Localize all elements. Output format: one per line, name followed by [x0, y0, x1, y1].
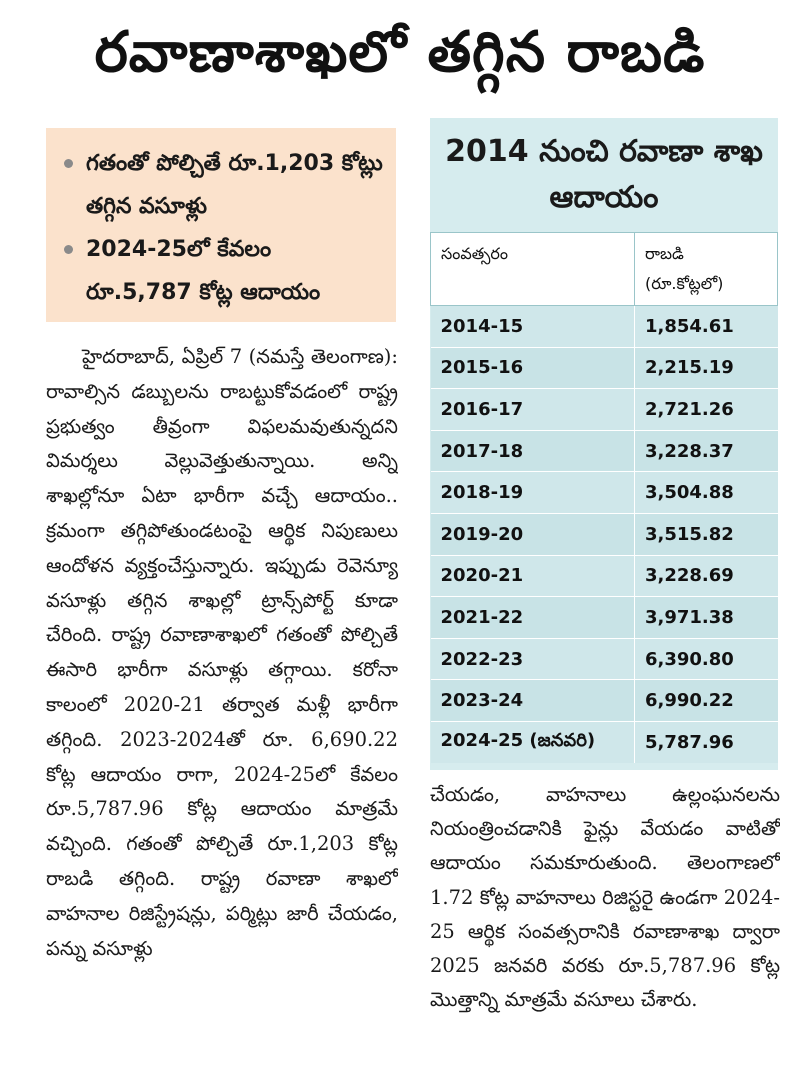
- row-year: 2019-20: [431, 513, 635, 555]
- row-amount: 1,854.61: [635, 306, 778, 348]
- row-amount: 3,971.38: [635, 597, 778, 639]
- article-text-left: హైదరాబాద్, ఏప్రిల్ 7 (నమస్తే తెలంగాణ): రావాల్సిన డబ్బులను రాబట్టుకోవడంలో రాష్ట్ర ప్రభుత్వం తీవ్రంగా విఫలమవుతున్నదని విమర్శలు వెల్లువెత్తుతున్నాయి. అన్ని శాఖల్లోనూ ఏటా భారీగా వచ్చే ఆదాయం.. క్రమంగా తగ్గిపోతుండటంపై ఆర్థిక నిపుణులు ఆందోళన వ్యక్తంచేస్తున్నారు. ఇప్పుడు రెవెన్యూ వసూళ్లు తగ్గిన శాఖల్లో ట్రాన్స్‌పోర్ట్ కూడా చేరింది. రాష్ట్ర రవాణాశాఖలో గతంతో పోల్చితే ఈసారి భారీగా వసూళ్లు తగ్గాయి. కరోనా కాలంలో 2020-21 తర్వాత మళ్లీ భారీగా తగ్గింది. 2023-2024తో రూ. 6,690.22 కోట్ల ఆదాయం రాగా, 2024-25లో కేవలం రూ.5,787.96 కోట్ల ఆదాయం మాత్రమే వచ్చింది. గతంతో పోల్చితే రూ.1,203 కోట్ల రాబడి తగ్గింది. రాష్ట్ర రవాణా శాఖలో వాహనాల రిజిస్ట్రేషన్లు, పర్మిట్లు జారీ చేయడం, పన్ను వసూళ్లు: [46, 345, 398, 960]
- highlight-item: 2024-25లో కేవలం రూ.5,787 కోట్ల ఆదాయం: [60, 228, 384, 314]
- header-revenue-label: రాబడి: [645, 244, 684, 263]
- highlights-box: [46, 128, 396, 322]
- row-year: 2021-22: [431, 597, 635, 639]
- row-year: 2018-19: [431, 472, 635, 514]
- table-row: [431, 513, 778, 555]
- row-year: 2023-24: [431, 680, 635, 722]
- table-row: [431, 555, 778, 597]
- article-column-right: [430, 778, 780, 1070]
- row-year: 2015-16: [431, 347, 635, 389]
- row-amount: 3,515.82: [635, 513, 778, 555]
- table-row: [431, 638, 778, 680]
- row-amount: 6,990.22: [635, 680, 778, 722]
- table-row: [431, 306, 778, 348]
- article-column-left: [46, 340, 398, 1070]
- row-amount: 3,228.69: [635, 555, 778, 597]
- row-year: 2022-23: [431, 638, 635, 680]
- row-amount: 6,390.80: [635, 638, 778, 680]
- row-year: 2020-21: [431, 555, 635, 597]
- table-row: [431, 347, 778, 389]
- table-row: [431, 389, 778, 431]
- header-year: సంవత్సరం: [431, 233, 635, 306]
- table-row: [431, 680, 778, 722]
- row-amount: 5,787.96: [635, 721, 778, 763]
- row-amount: 3,504.88: [635, 472, 778, 514]
- table-row: [431, 597, 778, 639]
- row-amount: 3,228.37: [635, 430, 778, 472]
- article-text-right: చేయడం, వాహనాలు ఉల్లంఘనలను నియంత్రించడానికి ఫైన్లు వేయడం వాటితో ఆదాయం సమకూరుతుంది. తెలంగాణలో 1.72 కోట్ల వాహనాలు రిజిస్టరై ఉండగా 2024-25 ఆర్థిక సంవత్సరానికి రవాణాశాఖ ద్వారా 2025 జనవరి వరకు రూ.5,787.96 కోట్ల మొత్తాన్ని మాత్రమే వసూలు చేశారు.: [430, 783, 780, 1012]
- row-amount: 2,215.19: [635, 347, 778, 389]
- revenue-table-box: [430, 118, 778, 770]
- header-revenue: [635, 233, 778, 306]
- row-year: 2024-25 (జనవరి): [431, 721, 635, 763]
- header-revenue-unit: (రూ.కోట్లలో): [645, 274, 724, 293]
- table-row: [431, 721, 778, 763]
- revenue-table: [430, 232, 778, 763]
- headline: రవాణాశాఖలో తగ్గిన రాబడి: [94, 19, 706, 85]
- table-row: [431, 472, 778, 514]
- table-header-row: [431, 233, 778, 306]
- table-title: 2014 నుంచి రవాణా శాఖ ఆదాయం: [445, 134, 763, 215]
- highlight-item: గతంతో పోల్చితే రూ.1,203 కోట్లు తగ్గిన వసూళ్లు: [60, 142, 384, 228]
- row-amount: 2,721.26: [635, 389, 778, 431]
- row-year: 2017-18: [431, 430, 635, 472]
- highlights-list: [60, 142, 384, 314]
- row-year: 2016-17: [431, 389, 635, 431]
- table-row: [431, 430, 778, 472]
- row-year: 2014-15: [431, 306, 635, 348]
